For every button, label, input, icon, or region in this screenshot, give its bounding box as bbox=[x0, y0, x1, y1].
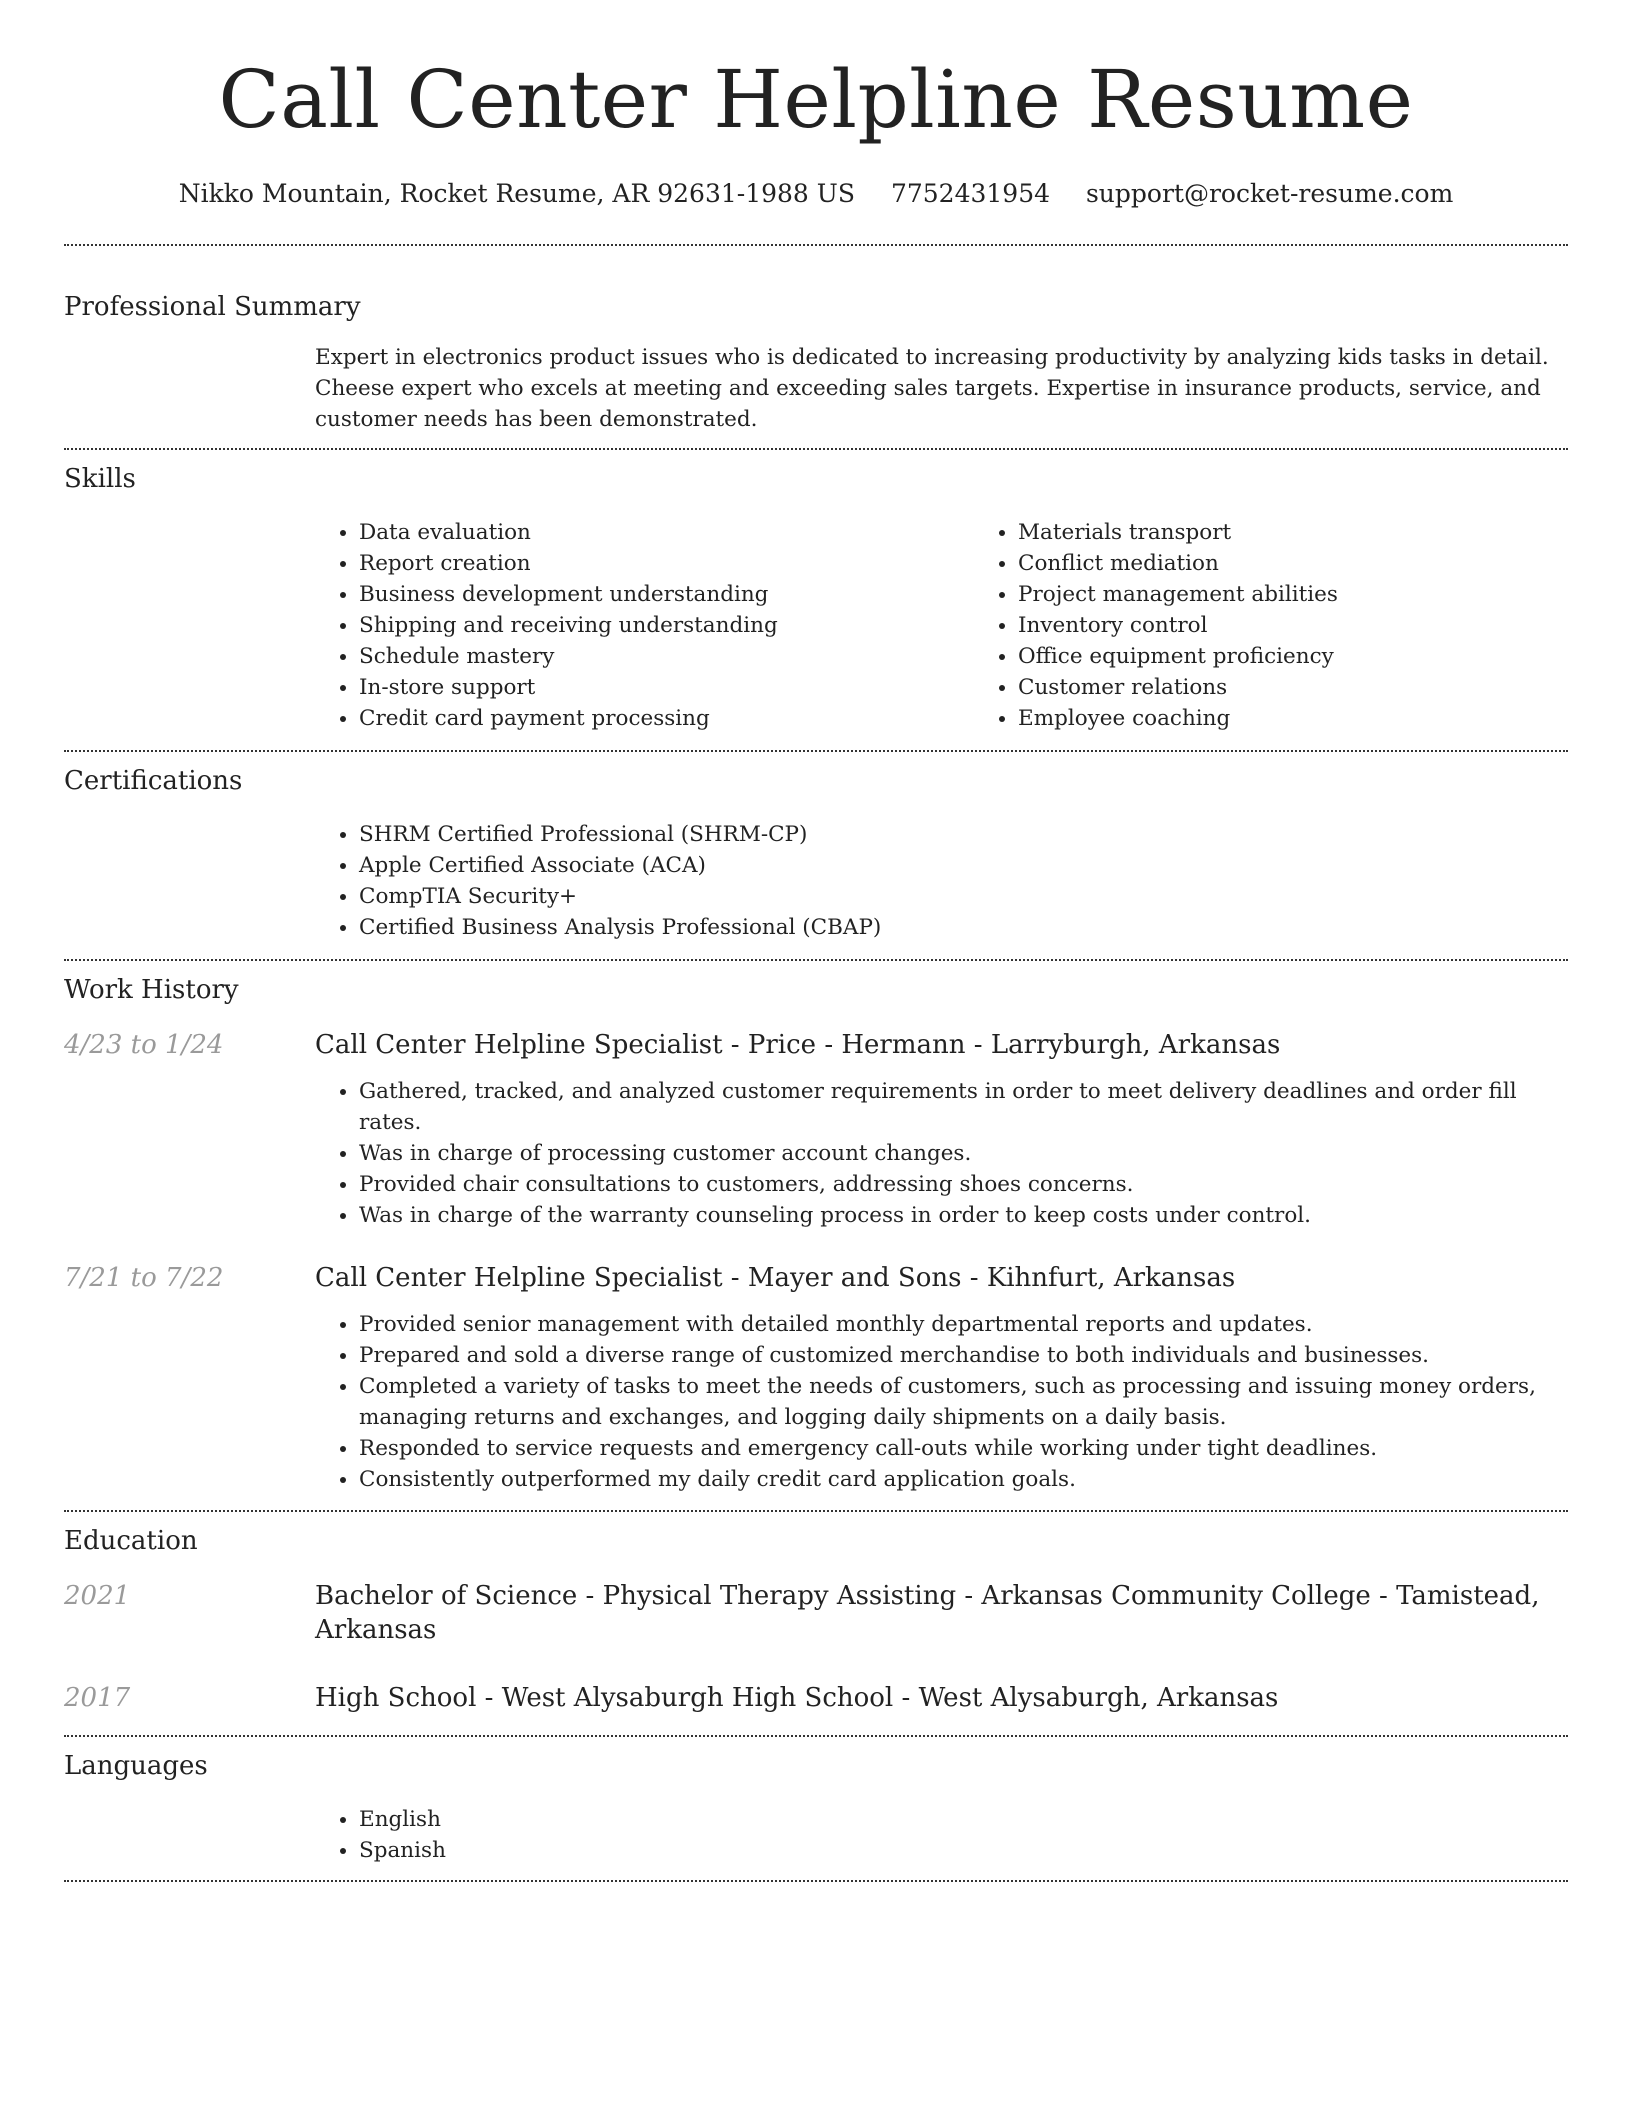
job-title: Call Center Helpline Specialist bbox=[315, 1030, 723, 1060]
summary-text: Expert in electronics product issues who is dedicated to increasing productivity by analyzing kids tasks in detail. Cheese expert who excels at meeting and exceeding sales targets. Expertise in insurance products, service, and customer needs has been demonstrated. bbox=[315, 345, 1549, 432]
education-heading bbox=[315, 1681, 1278, 1715]
separator: - bbox=[476, 1683, 502, 1713]
education-section bbox=[64, 1512, 1568, 1735]
certification-item: • SHRM Certified Professional (SHRM-CP) bbox=[359, 819, 1568, 850]
education-degree: High School bbox=[315, 1683, 477, 1713]
education-entry bbox=[64, 1579, 1568, 1647]
certification-item: • Certified Business Analysis Professional (CBAP) bbox=[359, 912, 1568, 943]
contact-address: Nikko Mountain, Rocket Resume, AR 92631-1988 US bbox=[178, 179, 855, 208]
skill-item: • Report creation bbox=[359, 548, 974, 579]
section-title-education: Education bbox=[64, 1526, 198, 1556]
job-company: Mayer and Sons bbox=[747, 1263, 962, 1293]
skill-item: • Business development understanding bbox=[359, 579, 974, 610]
section-title-work-history: Work History bbox=[64, 975, 239, 1005]
education-school: West Alysaburgh High School bbox=[501, 1683, 894, 1713]
section-title-certifications: Certifications bbox=[64, 766, 243, 796]
job-header bbox=[64, 1261, 1568, 1295]
education-location: West Alysaburgh, Arkansas bbox=[918, 1683, 1279, 1713]
language-item: • English bbox=[359, 1804, 1568, 1835]
job-heading bbox=[315, 1028, 1280, 1062]
skills-columns bbox=[315, 517, 1568, 734]
languages-list bbox=[315, 1804, 1568, 1866]
skill-item: • In-store support bbox=[359, 672, 974, 703]
skill-item: • Project management abilities bbox=[1018, 579, 1632, 610]
job-bullet: • Was in charge of the warranty counseling process in order to keep costs under control. bbox=[359, 1200, 1568, 1231]
skill-item: • Credit card payment processing bbox=[359, 703, 974, 734]
certifications-content bbox=[315, 819, 1568, 943]
skill-item: • Materials transport bbox=[1018, 517, 1632, 548]
skill-item: • Inventory control bbox=[1018, 610, 1632, 641]
contact-phone: 7752431954 bbox=[890, 179, 1051, 208]
job-bullet: • Was in charge of processing customer account changes. bbox=[359, 1138, 1568, 1169]
skills-list-right bbox=[974, 517, 1632, 734]
job-location: Larryburgh, Arkansas bbox=[990, 1030, 1281, 1060]
separator: - bbox=[965, 1030, 991, 1060]
skill-item: • Shipping and receiving understanding bbox=[359, 610, 974, 641]
education-degree: Bachelor of Science - Physical Therapy Assisting bbox=[315, 1581, 957, 1611]
contact-line bbox=[64, 178, 1568, 210]
job-bullet: • Provided chair consultations to customers, addressing shoes concerns. bbox=[359, 1169, 1568, 1200]
job-dates: 7/21 to 7/22 bbox=[64, 1263, 224, 1293]
resume-title: Call Center Helpline Resume bbox=[218, 53, 1414, 146]
job-content bbox=[315, 1309, 1568, 1495]
job-entry bbox=[64, 1261, 1568, 1495]
section-divider bbox=[64, 1880, 1568, 1882]
education-heading bbox=[315, 1579, 1568, 1647]
education-year: 2021 bbox=[64, 1581, 131, 1611]
job-header bbox=[64, 1028, 1568, 1062]
separator: - bbox=[722, 1263, 748, 1293]
skill-item: • Schedule mastery bbox=[359, 641, 974, 672]
skill-item: • Office equipment proficiency bbox=[1018, 641, 1632, 672]
job-dates: 4/23 to 1/24 bbox=[64, 1030, 224, 1060]
section-title-languages: Languages bbox=[64, 1751, 208, 1781]
certifications-list bbox=[315, 819, 1568, 943]
certification-item: • CompTIA Security+ bbox=[359, 881, 1568, 912]
section-title-summary: Professional Summary bbox=[64, 292, 361, 322]
job-bullet: • Responded to service requests and emergency call-outs while working under tight deadlines. bbox=[359, 1433, 1568, 1464]
job-entry bbox=[64, 1028, 1568, 1231]
job-bullet: • Completed a variety of tasks to meet the needs of customers, such as processing and issuing money orders, managing returns and exchanges, and logging daily shipments on a daily basis. bbox=[359, 1371, 1568, 1433]
separator: - bbox=[956, 1581, 982, 1611]
job-bullet: • Provided senior management with detailed monthly departmental reports and updates. bbox=[359, 1309, 1568, 1340]
skill-item: • Employee coaching bbox=[1018, 703, 1632, 734]
certifications-section bbox=[64, 752, 1568, 959]
education-entry bbox=[64, 1681, 1568, 1715]
skills-list-left bbox=[315, 517, 974, 734]
education-school: Arkansas Community College bbox=[981, 1581, 1371, 1611]
education-year: 2017 bbox=[64, 1683, 131, 1713]
certification-item: • Apple Certified Associate (ACA) bbox=[359, 850, 1568, 881]
job-heading bbox=[315, 1261, 1235, 1295]
section-title-skills: Skills bbox=[64, 464, 136, 494]
job-company: Price - Hermann bbox=[747, 1030, 966, 1060]
job-bullet: • Consistently outperformed my daily credit card application goals. bbox=[359, 1464, 1568, 1495]
job-title: Call Center Helpline Specialist bbox=[315, 1263, 723, 1293]
job-content bbox=[315, 1076, 1568, 1231]
job-bullets bbox=[315, 1076, 1568, 1231]
work-history-section bbox=[64, 961, 1568, 1510]
contact-email: support@rocket-resume.com bbox=[1085, 179, 1454, 208]
separator: - bbox=[961, 1263, 987, 1293]
skill-item: • Conflict mediation bbox=[1018, 548, 1632, 579]
summary-section bbox=[64, 246, 1568, 448]
skill-item: • Data evaluation bbox=[359, 517, 974, 548]
languages-content bbox=[315, 1804, 1568, 1866]
separator: - bbox=[722, 1030, 748, 1060]
separator: - bbox=[1370, 1581, 1397, 1611]
separator: - bbox=[893, 1683, 919, 1713]
languages-section bbox=[64, 1737, 1568, 1880]
job-location: Kihnfurt, Arkansas bbox=[986, 1263, 1236, 1293]
skills-section bbox=[64, 450, 1568, 750]
skill-item: • Customer relations bbox=[1018, 672, 1632, 703]
job-bullet: • Prepared and sold a diverse range of customized merchandise to both individuals and businesses. bbox=[359, 1340, 1568, 1371]
language-item: • Spanish bbox=[359, 1835, 1568, 1866]
education-location: Tamistead, Arkansas bbox=[315, 1581, 1540, 1645]
job-bullets bbox=[315, 1309, 1568, 1495]
job-bullet: • Gathered, tracked, and analyzed customer requirements in order to meet delivery deadlines and order fill rates. bbox=[359, 1076, 1568, 1138]
